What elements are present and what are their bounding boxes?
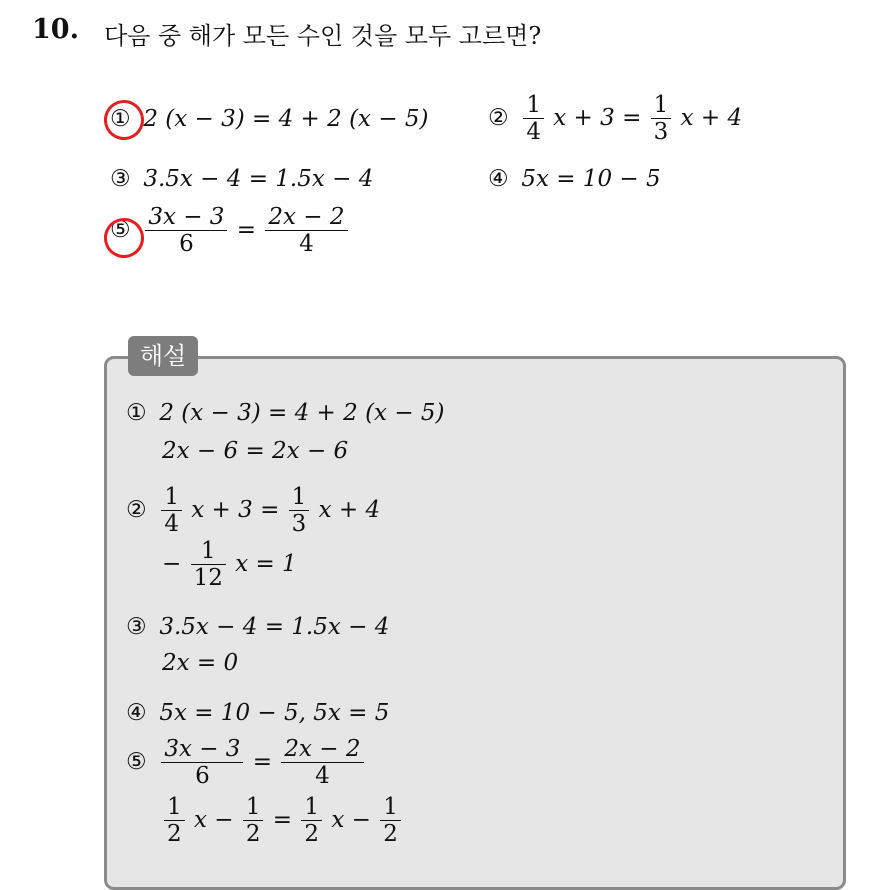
expression-part: x + 3 =: [553, 104, 642, 131]
expression-part: −: [162, 550, 182, 577]
choice-expression: 5x = 10 − 5: [521, 166, 661, 192]
fraction-denominator: 2: [304, 821, 320, 848]
fraction-denominator: 6: [179, 231, 194, 258]
fraction-denominator: 2: [167, 821, 182, 848]
choice-2[interactable]: [488, 92, 742, 146]
fraction-numerator: 2x − 2: [265, 204, 347, 231]
solution-2-line-1: [126, 484, 380, 538]
solution-expression: 2x = 0: [162, 650, 239, 676]
fraction-denominator: 2: [245, 821, 261, 848]
fraction: [523, 92, 544, 146]
choice-4[interactable]: [488, 166, 661, 192]
solution-3-line-2: [162, 650, 238, 676]
question-text: 다음 중 해가 모든 수인 것을 모두 고르면?: [104, 22, 542, 50]
fraction-numerator: 1: [289, 484, 310, 511]
fraction: [243, 794, 264, 848]
solution-3-line-1: [126, 614, 389, 640]
solution-2-line-2: [162, 538, 297, 592]
fraction: [191, 538, 226, 592]
fraction-denominator: 4: [299, 231, 314, 258]
red-circle-mark: [98, 94, 149, 145]
fraction-numerator: 1: [164, 794, 185, 821]
solution-marker: ④: [126, 700, 147, 726]
choice-marker: ③: [110, 166, 131, 192]
fraction-numerator: 3x − 3: [161, 736, 243, 763]
fraction-numerator: 1: [301, 794, 322, 821]
fraction-numerator: 2x − 2: [281, 736, 363, 763]
fraction: [651, 92, 672, 146]
fraction: [164, 794, 185, 848]
solution-expression: 3.5x − 4 = 1.5x − 4: [159, 614, 390, 640]
choice-marker: ①: [110, 106, 131, 132]
fraction: [380, 794, 401, 848]
expression-part: =: [236, 216, 257, 243]
fraction-denominator: 3: [653, 119, 669, 146]
fraction: [289, 484, 310, 538]
expression-part: x −: [331, 806, 371, 833]
fraction-denominator: 4: [526, 119, 541, 146]
fraction: [265, 204, 347, 258]
fraction-numerator: 1: [191, 538, 226, 565]
fraction-denominator: 6: [195, 763, 210, 790]
solution-4-line-1: [126, 700, 389, 726]
solution-1-line-2: [162, 438, 348, 464]
fraction-numerator: 3x − 3: [145, 204, 227, 231]
choice-expression: 2 (x − 3) = 4 + 2 (x − 5): [143, 106, 429, 132]
choice-marker: ④: [488, 166, 509, 192]
fraction-denominator: 12: [193, 565, 223, 592]
choice-expression: 3.5x − 4 = 1.5x − 4: [143, 166, 374, 192]
fraction-numerator: 1: [161, 484, 182, 511]
fraction: [281, 736, 363, 790]
choice-marker: ⑤: [110, 216, 131, 243]
solution-marker: ①: [126, 400, 147, 426]
expression-part: x −: [193, 806, 234, 833]
solution-expression: 2 (x − 3) = 4 + 2 (x − 5): [159, 400, 445, 426]
solution-expression: 5x = 10 − 5, 5x = 5: [159, 700, 390, 726]
fraction: [301, 794, 322, 848]
fraction: [145, 204, 227, 258]
fraction-denominator: 4: [164, 511, 179, 538]
expression-part: =: [252, 748, 273, 775]
fraction-denominator: 2: [383, 821, 398, 848]
expression-part: =: [272, 806, 293, 833]
choice-1[interactable]: [110, 106, 429, 132]
fraction-numerator: 1: [523, 92, 544, 119]
expression-part: x + 4: [680, 104, 743, 131]
question-number: 10.: [32, 14, 79, 45]
solution-1-line-1: [126, 400, 445, 426]
expression-part: x = 1: [235, 550, 297, 577]
solution-5-line-2: [162, 794, 403, 848]
solution-5-line-1: [126, 736, 366, 790]
fraction-numerator: 1: [243, 794, 264, 821]
solution-marker: ③: [126, 614, 147, 640]
choice-3[interactable]: [110, 166, 373, 192]
expression-part: x + 3 =: [191, 496, 280, 523]
fraction-numerator: 1: [651, 92, 672, 119]
fraction-numerator: 1: [380, 794, 401, 821]
fraction: [161, 736, 243, 790]
solution-expression: 2x − 6 = 2x − 6: [162, 438, 349, 464]
choice-5[interactable]: [110, 204, 350, 258]
fraction: [161, 484, 182, 538]
solution-badge: 해설: [128, 336, 198, 376]
expression-part: x + 4: [318, 496, 381, 523]
choice-marker: ②: [488, 104, 509, 131]
solution-marker: ②: [126, 496, 147, 523]
solution-marker: ⑤: [126, 748, 147, 775]
fraction-denominator: 4: [315, 763, 330, 790]
fraction-denominator: 3: [291, 511, 307, 538]
